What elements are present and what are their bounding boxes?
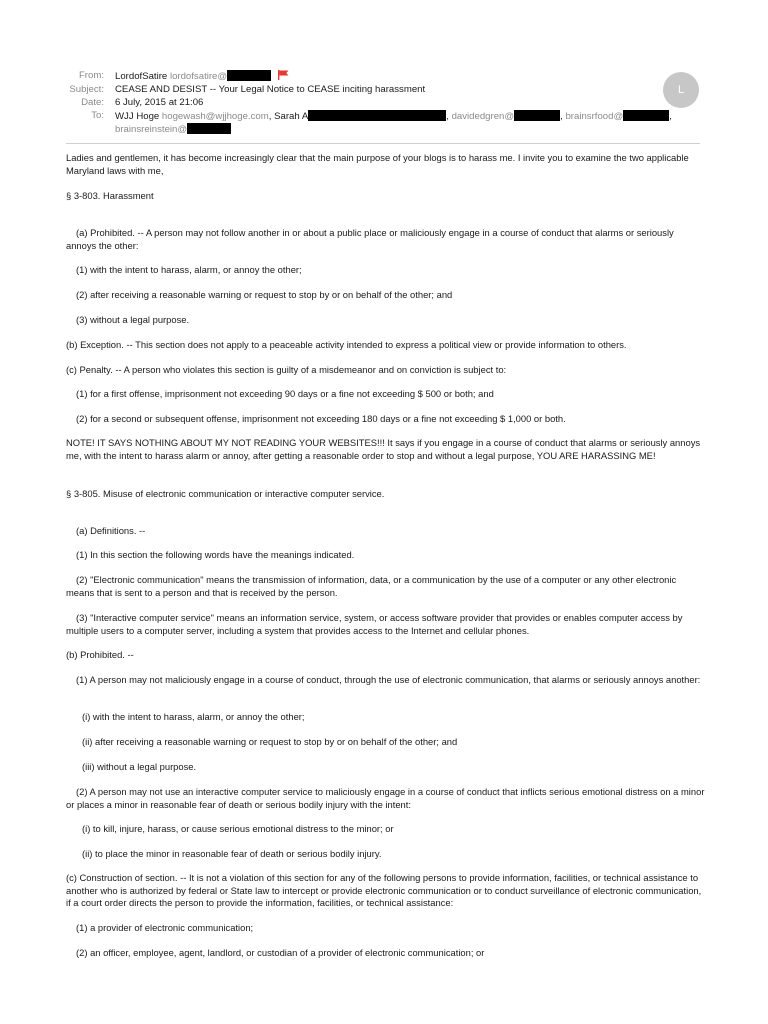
list-item: (3) without a legal purpose. <box>76 314 190 325</box>
list-item: (a) Definitions. -- <box>76 525 146 536</box>
redaction-bar <box>187 123 231 134</box>
paragraph: (b) Prohibited. -- <box>66 649 134 660</box>
separator: , <box>268 111 272 122</box>
paragraph: (b) Exception. -- This section does not apply to a peaceable activity intended to express a political view or provide information to others. <box>66 339 627 350</box>
paragraph: (2) A person may not use an interactive computer service to maliciously engage in a course of conduct that inflicts serious emotional distress on a minor or places a minor in reasonable fear of death or serious bodily injury with the intent: <box>66 786 705 810</box>
section-heading: § 3-803. Harassment <box>66 190 154 201</box>
redaction-bar <box>623 110 669 121</box>
redaction-bar <box>308 110 446 121</box>
list-item: (ii) after receiving a reasonable warning or request to stop by or on behalf of the other; and <box>82 736 458 747</box>
recipient-address[interactable]: brainsreinstein@ <box>115 124 188 135</box>
recipient-address[interactable]: davidedgren@ <box>451 111 515 122</box>
list-item: (i) to kill, injure, harass, or cause serious emotional distress to the minor; or <box>82 823 394 834</box>
separator: , <box>560 111 563 122</box>
recipient-name[interactable]: WJJ Hoge <box>115 111 160 122</box>
sender-address[interactable]: lordofsatire@ <box>169 71 228 82</box>
recipient-name[interactable]: Sarah A <box>274 111 309 122</box>
paragraph: (2) "Electronic communication" means the transmission of information, data, or a communication by the use of a computer or any other electronic means that is sent to a person and that is received by the person. <box>66 574 677 598</box>
date-label: Date: <box>81 97 104 108</box>
paragraph: (c) Penalty. -- A person who violates this section is guilty of a misdemeanor and on conviction is subject to: <box>66 364 507 375</box>
email-header <box>0 66 768 146</box>
separator: , <box>669 111 672 122</box>
paragraph: (1) A person may not maliciously engage in a course of conduct, through the use of electronic communication, that alarms or seriously annoys another: <box>76 674 701 685</box>
paragraph: (a) Prohibited. -- A person may not follow another in or about a public place or maliciously engage in a course of conduct that alarms or seriously annoys the other: <box>66 227 674 251</box>
redaction-bar <box>227 70 271 81</box>
list-item: (1) for a first offense, imprisonment not exceeding 90 days or a fine not exceeding $ 500 or both; and <box>76 388 494 399</box>
paragraph: Ladies and gentlemen, it has become increasingly clear that the main purpose of your blogs is to harass me. I invite you to examine the two applicable Maryland laws with me, <box>66 152 689 176</box>
date-text: 6 July, 2015 at 21:06 <box>115 97 204 108</box>
subject-text: CEASE AND DESIST -- Your Legal Notice to CEASE inciting harassment <box>115 84 426 95</box>
paragraph: (c) Construction of section. -- It is not a violation of this section for any of the following persons to provide information, facilities, or technical assistance to another who is authorized by federal or State law to intercept or provide electronic communication or to conduct surveillance of electronic communication, if a court order directs the person to provide the information, facilities, or technical assistance: <box>66 872 702 909</box>
list-item: (2) after receiving a reasonable warning or request to stop by or on behalf of the other; and <box>76 289 453 300</box>
list-item: (2) for a second or subsequent offense, imprisonment not exceeding 180 days or a fine not exceeding $ 1,000 or both. <box>76 413 566 424</box>
header-divider <box>66 143 700 144</box>
list-item: (1) In this section the following words have the meanings indicated. <box>76 549 355 560</box>
sender-avatar: L <box>663 72 699 108</box>
list-item: (iii) without a legal purpose. <box>82 761 197 772</box>
list-item: (2) an officer, employee, agent, landlord, or custodian of a provider of electronic communication; or <box>76 947 485 958</box>
list-item: (1) a provider of electronic communication; <box>76 922 254 933</box>
recipient-address[interactable]: brainsrfood@ <box>565 111 624 122</box>
list-item: (i) with the intent to harass, alarm, or annoy the other; <box>82 711 305 722</box>
list-item: (1) with the intent to harass, alarm, or annoy the other; <box>76 264 302 275</box>
recipient-address[interactable]: hogewash@wjjhoge.com <box>161 111 269 122</box>
subject-label: Subject: <box>69 84 104 95</box>
sender-name[interactable]: LordofSatire <box>115 71 168 82</box>
section-heading: § 3-805. Misuse of electronic communication or interactive computer service. <box>66 488 385 499</box>
flag-icon[interactable] <box>278 70 289 84</box>
paragraph: (3) "Interactive computer service" means an information service, system, or access software provider that provides or enables computer access by multiple users to a computer server, including a system that provides access to the Internet and cellular phones. <box>66 612 683 636</box>
redaction-bar <box>514 110 560 121</box>
list-item: (ii) to place the minor in reasonable fear of death or serious bodily injury. <box>82 848 382 859</box>
paragraph: NOTE! IT SAYS NOTHING ABOUT MY NOT READING YOUR WEBSITES!!! It says if you engage in a course of conduct that alarms or seriously annoys me, with the intent to harass alarm or annoy, after getting a reasonable order to stop and without a legal purpose, YOU ARE HARASSING ME! <box>66 437 701 461</box>
from-label: From: <box>78 70 104 81</box>
separator: , <box>446 111 449 122</box>
to-label: To: <box>91 110 104 121</box>
